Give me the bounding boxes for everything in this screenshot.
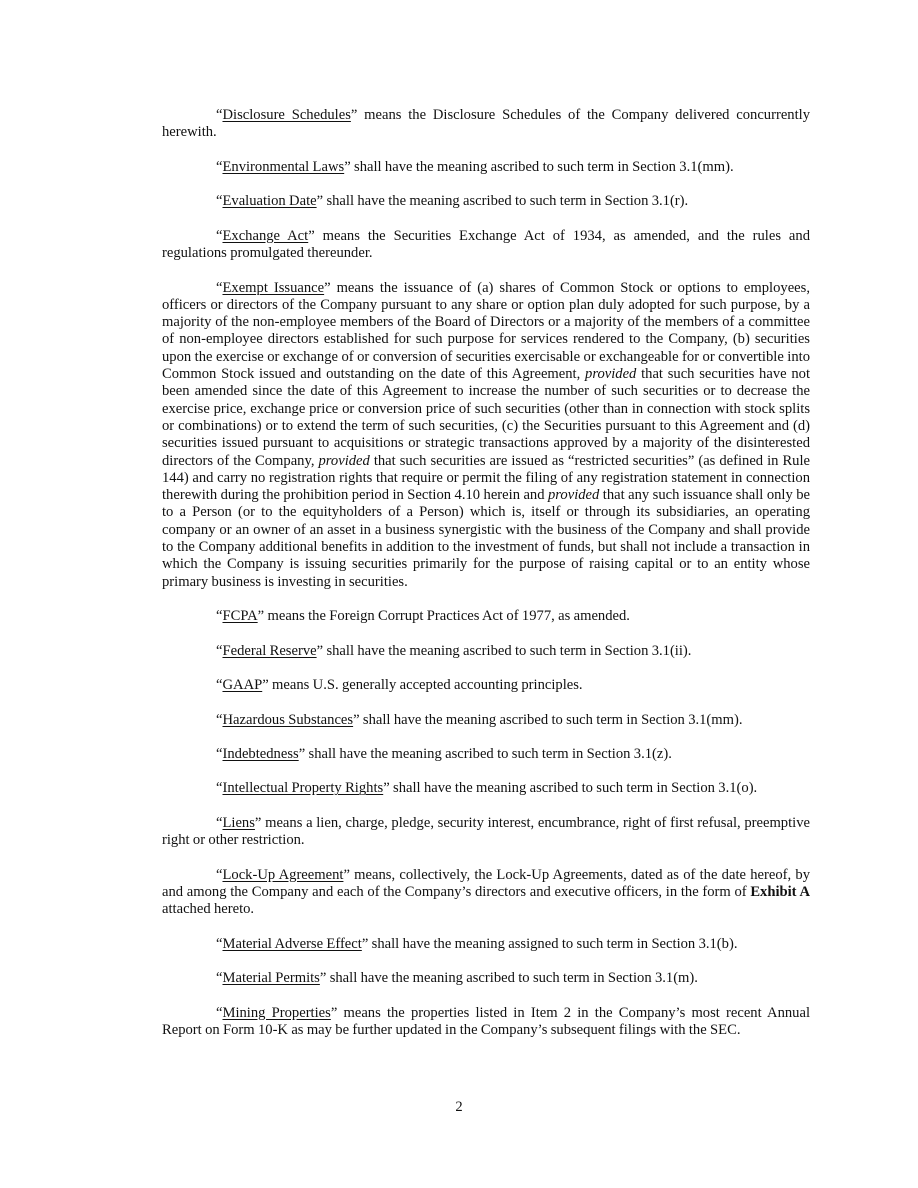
quote-open: “ [216, 814, 223, 831]
page-number: 2 [455, 1099, 463, 1115]
defined-term: Mining Properties [222, 1004, 331, 1021]
quote-close: ” [383, 780, 390, 797]
defined-term: Federal Reserve [222, 642, 317, 659]
quote-close: ” [319, 970, 327, 987]
definition-mining-properties [162, 1005, 810, 1040]
defined-term: Indebtedness [222, 746, 299, 762]
definition-environmental-laws [162, 159, 810, 176]
quote-open: “ [216, 780, 223, 797]
quote-close: ” [308, 227, 315, 244]
quote-open: “ [216, 158, 223, 175]
quote-open: “ [216, 193, 223, 210]
bold-exhibit-reference: Exhibit A [750, 884, 810, 901]
quote-close: ” [324, 279, 331, 296]
definition-material-adverse-effect [162, 936, 810, 953]
definition-text: shall have the meaning ascribed to such term in Section 3.1(mm). [350, 158, 734, 175]
italic-provided: provided [548, 487, 600, 504]
definition-text: means the Securities Exchange Act of 1934, as amended, and the rules and regulations promulgated thereunder. [162, 227, 810, 262]
defined-term: Exchange Act [222, 227, 309, 244]
definition-text: means the Disclosure Schedules of the Company delivered concurrently herewith. [162, 107, 811, 141]
definition-fcpa [162, 608, 810, 625]
definition-evaluation-date [162, 193, 810, 210]
definition-text: shall have the meaning ascribed to such term in Section 3.1(z). [305, 746, 672, 762]
definition-text: that such securities have not been amended since the date of this Agreement to increase the number of such securities or to decrease the exercise price, exchange price or conversion price of such securities (other than in connection with stock splits or combinations) or to extend the term of such securities, (c) the Securities pursuant to this Agreement and (d) securities issued pursuant to acquisitions or strategic transactions approved by a majority of the disinterested directors of the Company, [162, 366, 810, 469]
definition-hazardous-substances [162, 712, 810, 729]
defined-term: Environmental Laws [222, 158, 345, 175]
defined-term: GAAP [222, 677, 263, 694]
definition-text: that such securities are issued as “restricted securities” (as defined in Rule 144) and carry no registration rights that require or permit the filing of any registration statement in connection therewith during the prohibition period in Section 4.10 herein and [162, 452, 811, 504]
defined-term: Evaluation Date [222, 193, 317, 210]
definition-intellectual-property-rights [162, 780, 810, 797]
definition-text: shall have the meaning assigned to such term in Section 3.1(b). [368, 935, 738, 952]
definition-text: shall have the meaning ascribed to such term in Section 3.1(r). [323, 193, 689, 210]
document-page [162, 107, 810, 1057]
definition-text: means a lien, charge, pledge, security interest, encumbrance, right of first refusal, preemptive right or other restriction. [162, 814, 810, 849]
definition-text: means the properties listed in Item 2 in the Company’s most recent Annual Report on Form 10-K as may be further updated in the Company’s subsequent filings with the SEC. [162, 1004, 811, 1039]
definition-text: shall have the meaning ascribed to such term in Section 3.1(o). [389, 780, 758, 797]
quote-open: “ [216, 608, 223, 625]
quote-close: ” [316, 193, 324, 210]
quote-close: ” [353, 711, 360, 728]
definition-text: shall have the meaning ascribed to such term in Section 3.1(ii). [323, 642, 692, 659]
italic-provided: provided [318, 452, 370, 469]
quote-open: “ [216, 1004, 223, 1021]
quote-close: ” [330, 1004, 338, 1021]
defined-term: Material Permits [222, 970, 320, 987]
quote-open: “ [216, 279, 223, 296]
quote-close: ” [254, 814, 262, 831]
definition-text: that any such issuance shall only be to a Person (or to the equityholders of a Person) which is, itself or through its subsidiaries, an operating company or an owner of an asset in a business synergistic with the business of the Company and shall provide to the Company additional benefits in addition to the investment of funds, but shall not include a transaction in which the Company is issuing securities primarily for the purpose of raising capital or to an entity whose primary business is investing in securities. [162, 487, 810, 590]
quote-open: “ [216, 227, 223, 244]
defined-term: Hazardous Substances [222, 711, 354, 728]
defined-term: Disclosure Schedules [222, 107, 351, 123]
quote-close: ” [344, 158, 351, 175]
definition-text: means the issuance of (a) shares of Common Stock or options to employees, officers or directors of the Company pursuant to any share or option plan duly adopted for such purpose, by a majority of the non-employee members of the Board of Directors or a majority of the members of a committee of non-employee directors established for such purpose for services rendered to the Company, (b) securities upon the exercise or exchange of or conversion of securities exercisable or exchangeable for or convertible into Common Stock issued and outstanding on the date of this Agreement, [162, 279, 810, 383]
definition-text: means the Foreign Corrupt Practices Act of 1977, as amended. [264, 608, 630, 625]
definition-text: means, collectively, the Lock-Up Agreements, dated as of the date hereof, by and among the Company and each of the Company’s directors and executive officers, in the form of [162, 866, 810, 901]
quote-open: “ [216, 677, 223, 694]
definition-indebtedness [162, 746, 810, 763]
defined-term: Intellectual Property Rights [222, 780, 384, 797]
quote-close: ” [316, 642, 324, 659]
definition-text: shall have the meaning ascribed to such term in Section 3.1(mm). [359, 711, 743, 728]
quote-open: “ [216, 746, 223, 762]
defined-term: Exempt Issuance [222, 279, 325, 296]
definition-federal-reserve [162, 643, 810, 660]
quote-open: “ [216, 970, 223, 987]
quote-close: ” [343, 866, 350, 883]
definition-text: shall have the meaning ascribed to such term in Section 3.1(m). [326, 970, 698, 987]
definition-text: attached hereto. [162, 901, 255, 918]
quote-close: ” [262, 677, 269, 694]
definition-liens [162, 815, 810, 850]
defined-term: Material Adverse Effect [222, 935, 362, 952]
definition-exchange-act [162, 228, 810, 263]
quote-open: “ [216, 866, 223, 883]
defined-term: Liens [222, 814, 255, 831]
defined-term: FCPA [222, 608, 258, 625]
definition-lock-up-agreement [162, 867, 810, 919]
definition-exempt-issuance [162, 280, 810, 591]
quote-open: “ [216, 935, 223, 952]
italic-provided: provided [585, 366, 637, 383]
quote-close: ” [257, 608, 265, 625]
quote-close: ” [361, 935, 369, 952]
quote-open: “ [216, 642, 223, 659]
defined-term: Lock-Up Agreement [222, 866, 344, 883]
definition-material-permits [162, 970, 810, 987]
definition-disclosure-schedules [162, 107, 810, 142]
quote-open: “ [216, 711, 223, 728]
quote-close: ” [350, 107, 358, 123]
definition-text: means U.S. generally accepted accounting principles. [268, 677, 583, 694]
quote-close: ” [298, 746, 306, 762]
quote-open: “ [216, 107, 223, 123]
definition-gaap [162, 677, 810, 694]
